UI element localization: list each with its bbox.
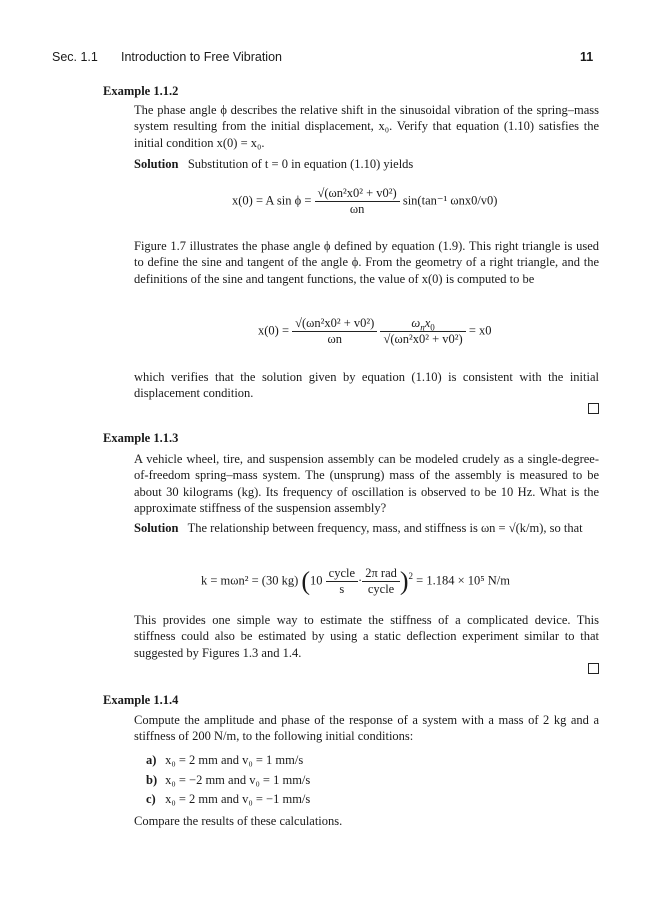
example-1-1-3-solution bbox=[134, 520, 599, 536]
equation-3-frac-2 bbox=[362, 566, 400, 597]
equation-1-den: ωn bbox=[349, 202, 365, 216]
equation-3-lhs: k = mωn² = (30 kg) bbox=[201, 573, 299, 588]
end-of-example-mark bbox=[588, 663, 599, 674]
equation-2a-den: ωn bbox=[327, 332, 342, 346]
equation-2-fraction-b bbox=[380, 316, 465, 347]
equation-1 bbox=[232, 186, 497, 217]
list-item-label: a) bbox=[146, 753, 157, 767]
list-item-text: x₀ = 2 mm and v₀ = 1 mm/s bbox=[165, 753, 304, 767]
example-1-1-2-solution bbox=[134, 156, 599, 172]
equation-2b-den: √(ωn²x0² + v0²) bbox=[383, 332, 463, 346]
frac-2-num: 2π rad bbox=[362, 566, 400, 582]
equation-1-rhs: sin(tan⁻¹ ωnx0/v0) bbox=[402, 193, 498, 208]
list-item-label: c) bbox=[146, 792, 156, 806]
example-1-1-4-heading: Example 1.1.4 bbox=[103, 693, 179, 707]
list-item-label: b) bbox=[146, 773, 158, 787]
list-item bbox=[146, 773, 310, 788]
equation-2a-num: √(ωn²x0² + v0²) bbox=[292, 316, 377, 332]
solution-label: Solution bbox=[134, 521, 179, 535]
example-1-1-3-heading: Example 1.1.3 bbox=[103, 431, 179, 445]
example-1-1-2-paragraph-2: Figure 1.7 illustrates the phase angle ϕ defined by equation (1.9). This right triangle is used to define the sine and tangent of the angle ϕ. From the geometry of a right triangle, and the definitions of the sine and tangent functions, the value of x(0) is computed to be bbox=[134, 239, 599, 286]
equation-2b-num: $\omega_nx_0$ bbox=[380, 316, 465, 332]
equation-2-rhs: = x0 bbox=[468, 323, 492, 338]
frac-1-den: s bbox=[339, 582, 345, 596]
header-title: Introduction to Free Vibration bbox=[121, 50, 282, 64]
equation-2 bbox=[258, 316, 492, 347]
frac-2-den: cycle bbox=[367, 582, 395, 596]
example-1-1-2-heading: Example 1.1.2 bbox=[103, 84, 179, 98]
equation-1-num: √(ωn²x0² + v0²) bbox=[315, 186, 400, 202]
solution-text: The relationship between frequency, mass, and stiffness is ωn = √(k/m), so that bbox=[187, 521, 583, 535]
equation-2-fraction-a bbox=[292, 316, 377, 347]
example-1-1-2-paragraph-3: which verifies that the solution given by equation (1.10) is consistent with the initial displacement condition. bbox=[134, 370, 599, 401]
solution-label: Solution bbox=[134, 157, 179, 171]
equation-1-lhs: x(0) = A sin ϕ = bbox=[232, 193, 312, 208]
equation-2-lhs: x(0) = bbox=[258, 323, 289, 338]
list-item bbox=[146, 792, 310, 807]
equation-3-result: = 1.184 × 10⁵ N/m bbox=[416, 573, 510, 588]
example-1-1-4-problem: Compute the amplitude and phase of the response of a system with a mass of 2 kg and a stiffness of 200 N/m, to the following initial conditions: bbox=[134, 713, 599, 744]
end-of-example-mark bbox=[588, 403, 599, 414]
page-number: 11 bbox=[580, 50, 594, 64]
equation-3-frac-1 bbox=[326, 566, 358, 597]
example-1-1-2-problem: The phase angle ϕ describes the relative shift in the sinusoidal vibration of the spring–mass system resulting from the initial displacement, x₀. Verify that equation (1.10) satisfies the initial condition x(0) = x₀. bbox=[134, 103, 599, 150]
frac-1-num: cycle bbox=[326, 566, 358, 582]
solution-text: Substitution of t = 0 in equation (1.10) yields bbox=[187, 157, 414, 171]
equation-3-factor: 10 bbox=[310, 573, 323, 588]
equation-1-fraction bbox=[315, 186, 400, 217]
list-item bbox=[146, 753, 303, 768]
example-1-1-3-problem: A vehicle wheel, tire, and suspension assembly can be modeled crudely as a single-degree-of-freedom spring–mass system. The (unsprung) mass of the assembly is measured to be about 30 kilograms (kg). Its frequency of oscillation is observed to be 10 Hz. What is the approximate stiffness of the suspension assembly? bbox=[134, 452, 599, 516]
header-section: Sec. 1.1 bbox=[52, 50, 98, 64]
example-1-1-4-closing: Compare the results of these calculations. bbox=[134, 814, 343, 828]
equation-3: k = mωn² = (30 kg) (10 $\frac{\text{cycle}}{s}$ · $\frac{\text{2π rad}}{\text{cycle}}$ )$^2$ = 1.184 × 10⁵ N/m bbox=[201, 566, 510, 596]
list-item-text: x₀ = −2 mm and v₀ = 1 mm/s bbox=[165, 773, 311, 787]
list-item-text: x₀ = 2 mm and v₀ = −1 mm/s bbox=[165, 792, 311, 806]
example-1-1-3-paragraph-2: This provides one simple way to estimate the stiffness of a complicated device. This stiffness could also be estimated by using a static deflection experiment similar to that suggested by Figures 1.3 and 1.4. bbox=[134, 613, 599, 660]
